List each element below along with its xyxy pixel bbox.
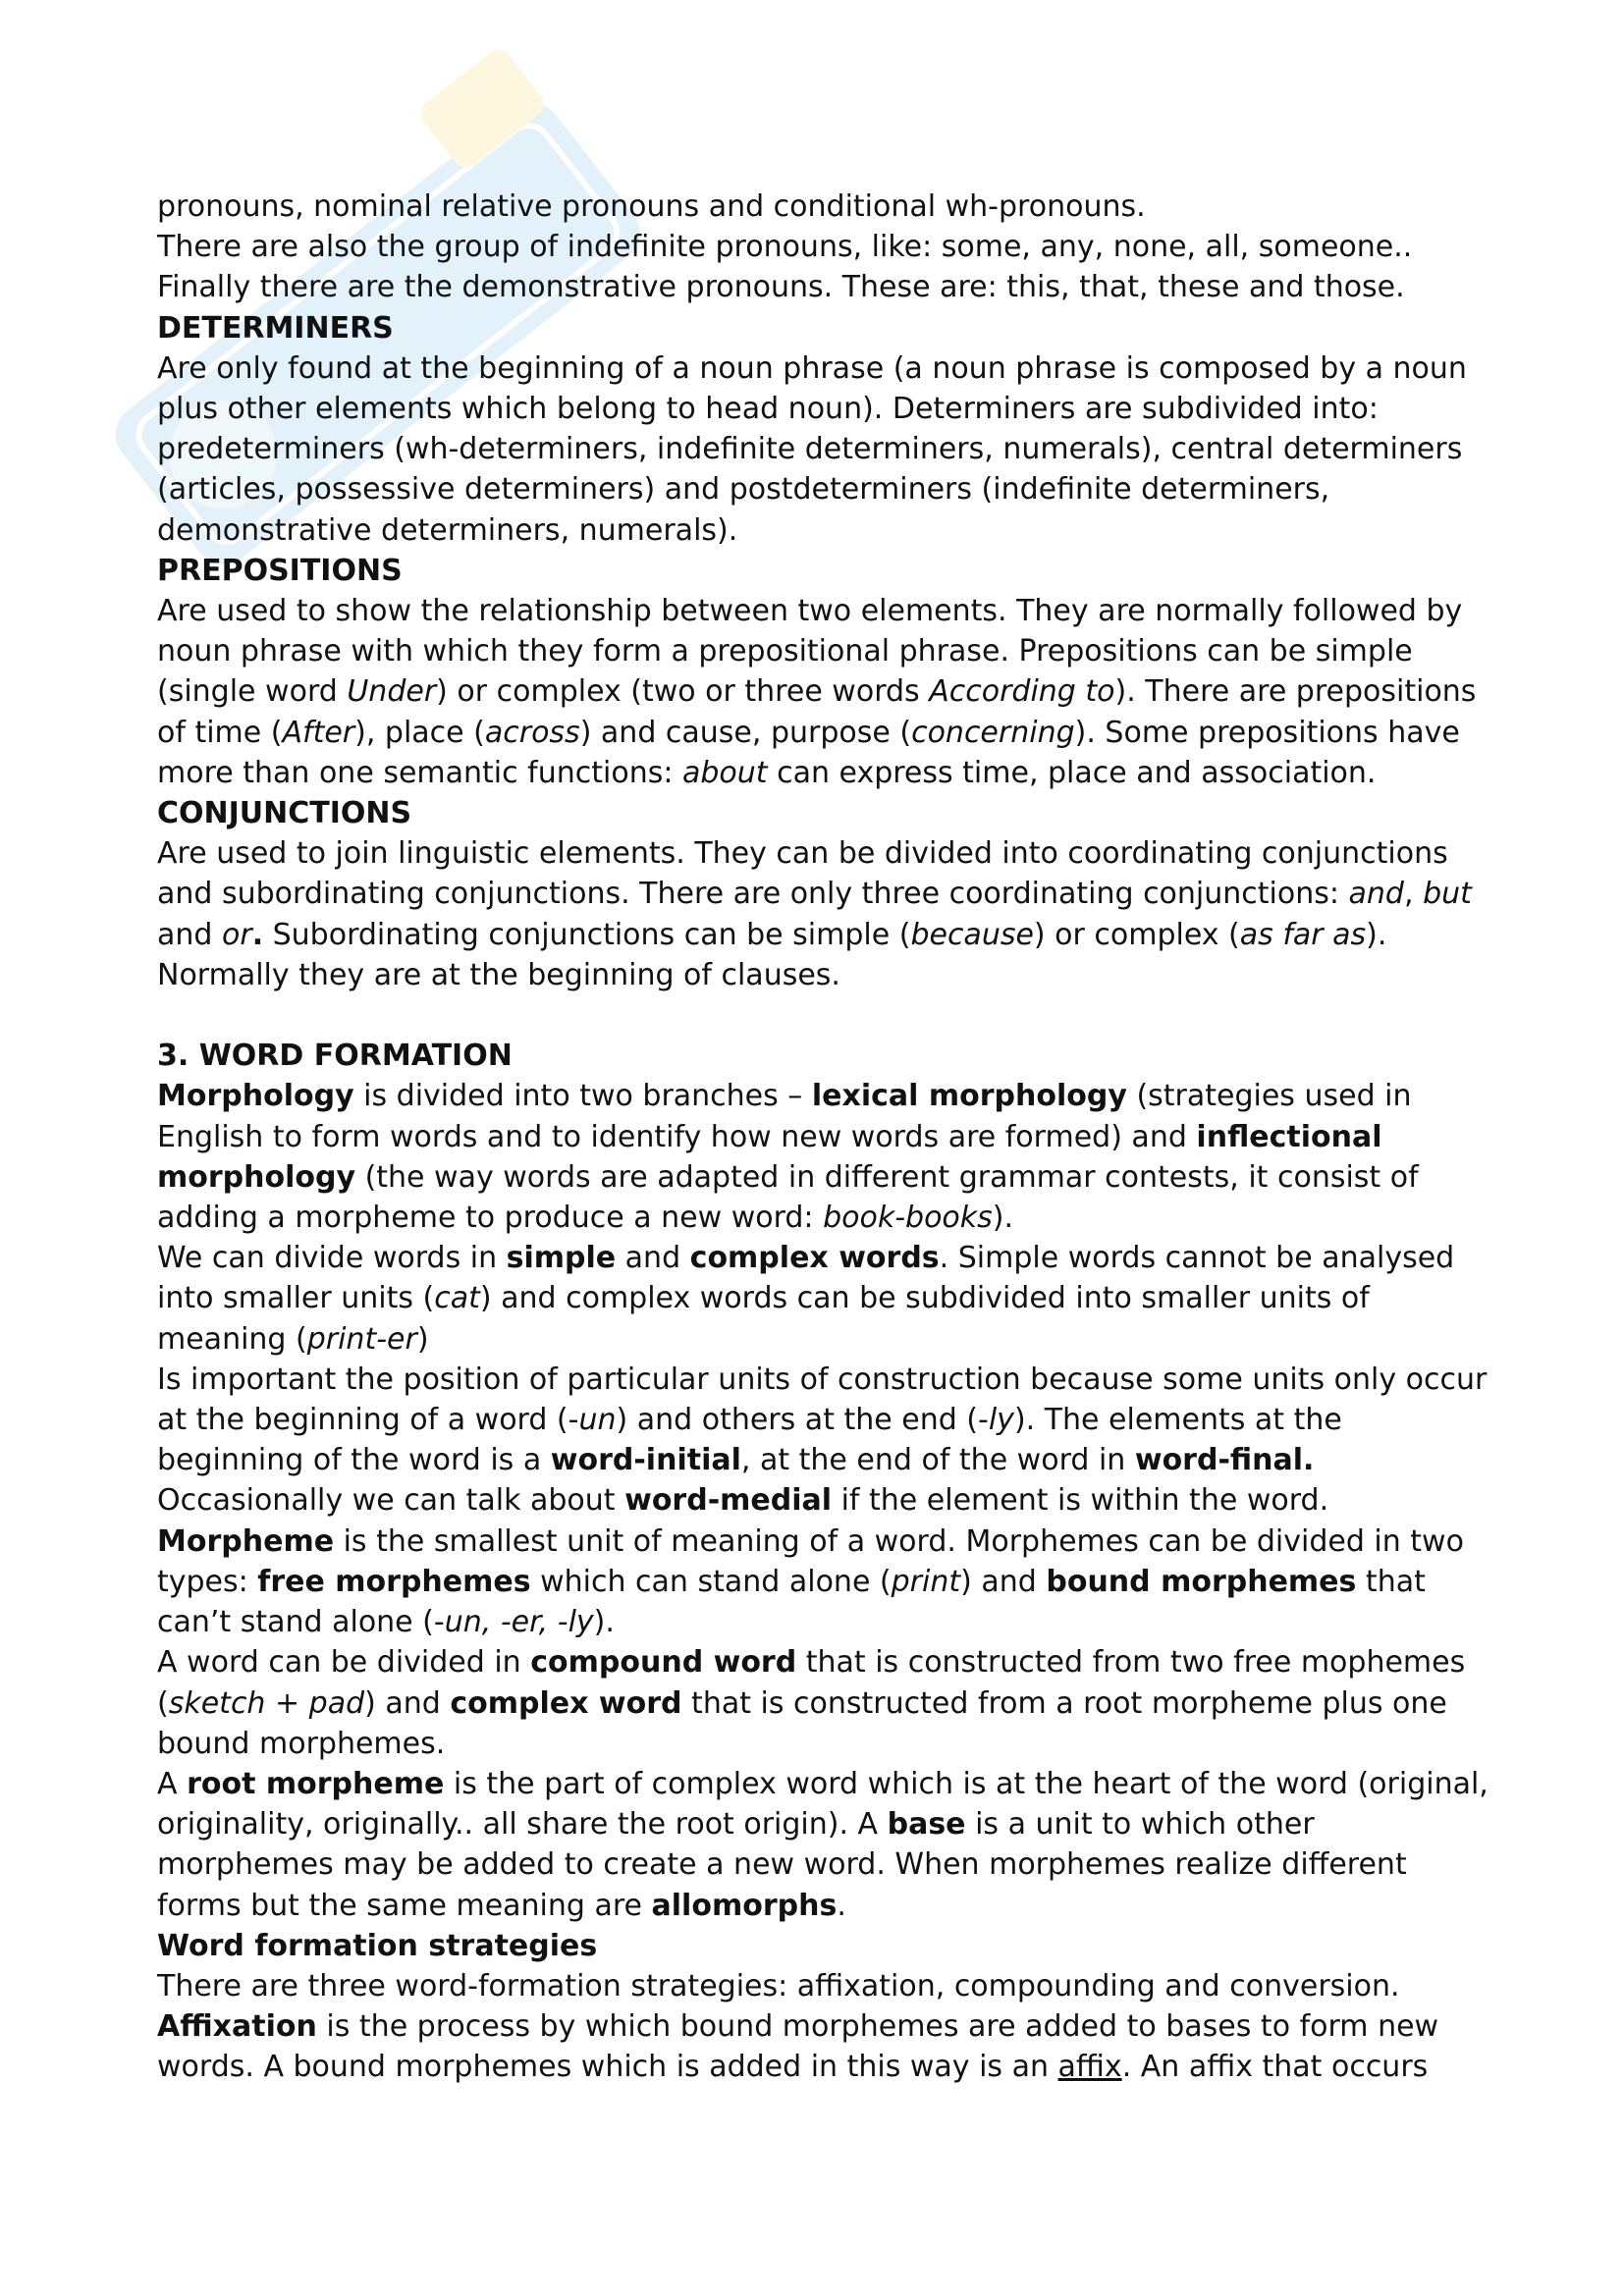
morpheme-paragraph: Morpheme is the smallest unit of meaning of a word. Morphemes can be divided in two types: free morphemes which can stand alone (print) and bound morphemes that can’t stand alone (-un, -er, -ly). xyxy=(157,1523,1464,1640)
root-morpheme-paragraph: A root morpheme is the part of complex word which is at the heart of the word (original, originality, originally.. all share the root origin). A base is a unit to which other morphemes may be added to create a new word. When morphemes realize different forms but the same meaning are allomorphs. xyxy=(157,1766,1488,1923)
document-body xyxy=(157,187,1492,2088)
strategies-paragraph: There are three word-formation strategies: affixation, compounding and conversion. xyxy=(157,1968,1400,2003)
word-formation-heading: 3. WORD FORMATION xyxy=(157,1039,513,1074)
determiners-heading: DETERMINERS xyxy=(157,310,394,346)
morphology-paragraph: Morphology is divided into two branches – lexical morphology (strategies used in English to form words and to identify how new words are formed) and inflectional morphology (the way words are adapted in different grammar contests, it consist of adding a morpheme to produce a new word: book-books). xyxy=(157,1079,1419,1236)
simple-complex-paragraph: We can divide words in simple and complex words. Simple words cannot be analysed into smaller units (cat) and complex words can be subdivided into smaller units of meaning (print-er) xyxy=(157,1241,1455,1357)
position-paragraph: Is important the position of particular units of construction because some units only occur at the beginning of a word (-un) and others at the end (-ly). The elements at the beginning of the word is a word-initial, at the end of the word in word-final. xyxy=(157,1362,1488,1478)
prepositions-paragraph: Are used to show the relationship between two elements. They are normally followed by noun phrase with which they form a prepositional phrase. Prepositions can be simple (single word Under) or complex (two or three words According to). There are prepositions of time (After), place (across) and cause, purpose (concerning). Some prepositions have more than one semantic functions: about can express time, place and association. xyxy=(157,594,1477,790)
affixation-paragraph: Affixation is the process by which bound morphemes are added to bases to form new words. A bound morphemes which is added in this way is an affix. An affix that occurs xyxy=(157,2009,1439,2085)
strategies-heading: Word formation strategies xyxy=(157,1928,598,1963)
determiners-paragraph: Are only found at the beginning of a noun phrase (a noun phrase is composed by a noun plus other elements which belong to head noun). Determiners are subdivided into: predeterminers (wh-determiners, indefinite determiners, numerals), central determiners (articles, possessive determiners) and postdeterminers (indefinite determiners, demonstrative determiners, numerals). xyxy=(157,350,1467,548)
prepositions-heading: PREPOSITIONS xyxy=(157,553,403,588)
compound-word-paragraph: A word can be divided in compound word that is constructed from two free mophemes (sketch + pad) and complex word that is constructed from a root morpheme plus one bound morphemes. xyxy=(157,1645,1466,1761)
intro-line-2: There are also the group of indefinite pronouns, like: some, any, none, all, someone.. xyxy=(157,230,1413,265)
section-spacer xyxy=(157,995,1492,1036)
word-medial-paragraph: Occasionally we can talk about word-medial if the element is within the word. xyxy=(157,1483,1329,1519)
conjunctions-heading: CONJUNCTIONS xyxy=(157,796,412,831)
conjunctions-paragraph: Are used to join linguistic elements. They can be divided into coordinating conjunctions and subordinating conjunctions. There are only three coordinating conjunctions: and, but and or. Subordinating conjunctions can be simple (because) or complex (as far as). Normally they are at the beginning of clauses. xyxy=(157,836,1472,992)
intro-line-1: pronouns, nominal relative pronouns and conditional wh-pronouns. xyxy=(157,189,1146,224)
intro-line-3: Finally there are the demonstrative pronouns. These are: this, that, these and those. xyxy=(157,270,1405,305)
